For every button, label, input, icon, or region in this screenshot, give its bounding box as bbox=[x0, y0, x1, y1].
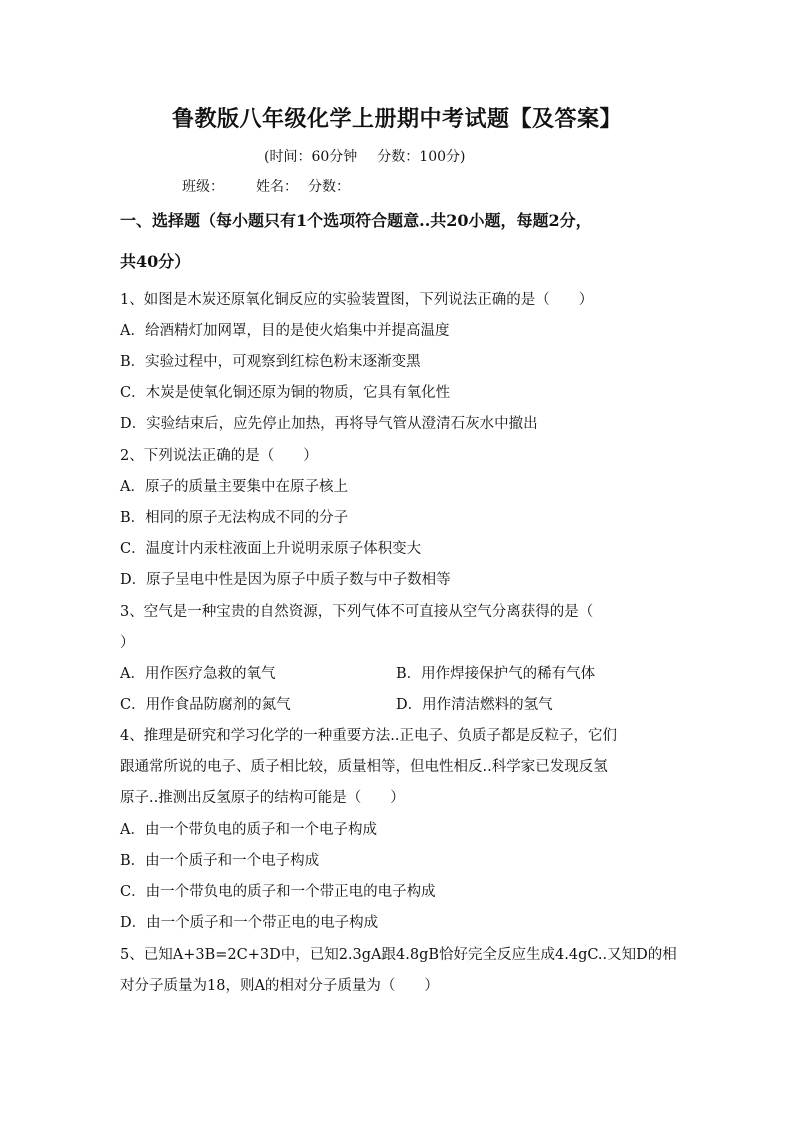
q1-option-c: C．木炭是使氧化铜还原为铜的物质，它具有氧化性 bbox=[120, 385, 451, 401]
q2-option-c: C．温度计内汞柱液面上升说明汞原子体积变大 bbox=[120, 541, 422, 557]
total-score-label: 分数：100分) bbox=[377, 149, 466, 165]
class-label: 班级： bbox=[182, 179, 224, 195]
q1-option-a: A．给酒精灯加网罩，目的是使火焰集中并提高温度 bbox=[120, 323, 450, 339]
q3-option-a: A．用作医疗急救的氧气 bbox=[120, 666, 276, 682]
q5-stem-line2: 对分子质量为18，则A的相对分子质量为（ ） bbox=[120, 978, 439, 994]
name-label: 姓名： bbox=[256, 179, 298, 195]
q3-option-c: C．用作食品防腐剂的氮气 bbox=[120, 697, 291, 713]
time-label: (时间：60分钟 bbox=[264, 149, 358, 165]
q4-option-b: B．由一个质子和一个电子构成 bbox=[120, 853, 320, 869]
student-info bbox=[182, 176, 350, 196]
q4-stem-line3: 原子..推测出反氢原子的结构可能是（ ） bbox=[120, 790, 405, 806]
q4-option-a: A．由一个带负电的质子和一个电子构成 bbox=[120, 822, 377, 838]
section-heading-line2: 共40分） bbox=[120, 252, 191, 271]
q3-stem-line2: ） bbox=[120, 635, 135, 651]
q1-option-d: D．实验结束后，应先停止加热，再将导气管从澄清石灰水中撤出 bbox=[120, 416, 538, 432]
q2-option-b: B．相同的原子无法构成不同的分子 bbox=[120, 510, 349, 526]
q2-option-d: D．原子呈电中性是因为原子中质子数与中子数相等 bbox=[120, 572, 451, 588]
q1-option-b: B．实验过程中，可观察到红棕色粉末逐渐变黑 bbox=[120, 354, 421, 370]
q3-stem-line1: 3、空气是一种宝贵的自然资源，下列气体不可直接从空气分离获得的是（ bbox=[120, 604, 594, 620]
exam-meta bbox=[264, 146, 465, 166]
q5-stem-line1: 5、已知A+3B=2C+3D中，已知2.3gA跟4.8gB恰好完全反应生成4.4gC..又知D的相 bbox=[120, 947, 677, 963]
q2-stem: 2、下列说法正确的是（ ） bbox=[120, 448, 318, 464]
q4-option-d: D．由一个质子和一个带正电的电子构成 bbox=[120, 915, 379, 931]
score-field-label: 分数： bbox=[308, 179, 350, 195]
q3-option-d: D．用作清洁燃料的氢气 bbox=[396, 697, 553, 713]
q1-stem: 1、如图是木炭还原氧化铜反应的实验装置图，下列说法正确的是（ ） bbox=[120, 292, 594, 308]
q4-stem-line2: 跟通常所说的电子、质子相比较，质量相等，但电性相反..科学家已发现反氢 bbox=[120, 759, 608, 775]
q2-option-a: A．原子的质量主要集中在原子核上 bbox=[120, 479, 348, 495]
q3-option-b: B．用作焊接保护气的稀有气体 bbox=[396, 666, 596, 682]
section-heading-line1: 一、选择题（每小题只有1个选项符合题意..共20小题，每题2分， bbox=[120, 211, 592, 230]
q4-option-c: C．由一个带负电的质子和一个带正电的电子构成 bbox=[120, 884, 436, 900]
q4-stem-line1: 4、推理是研究和学习化学的一种重要方法..正电子、负质子都是反粒子，它们 bbox=[120, 728, 617, 744]
page-title: 鲁教版八年级化学上册期中考试题【及答案】 bbox=[171, 106, 622, 132]
